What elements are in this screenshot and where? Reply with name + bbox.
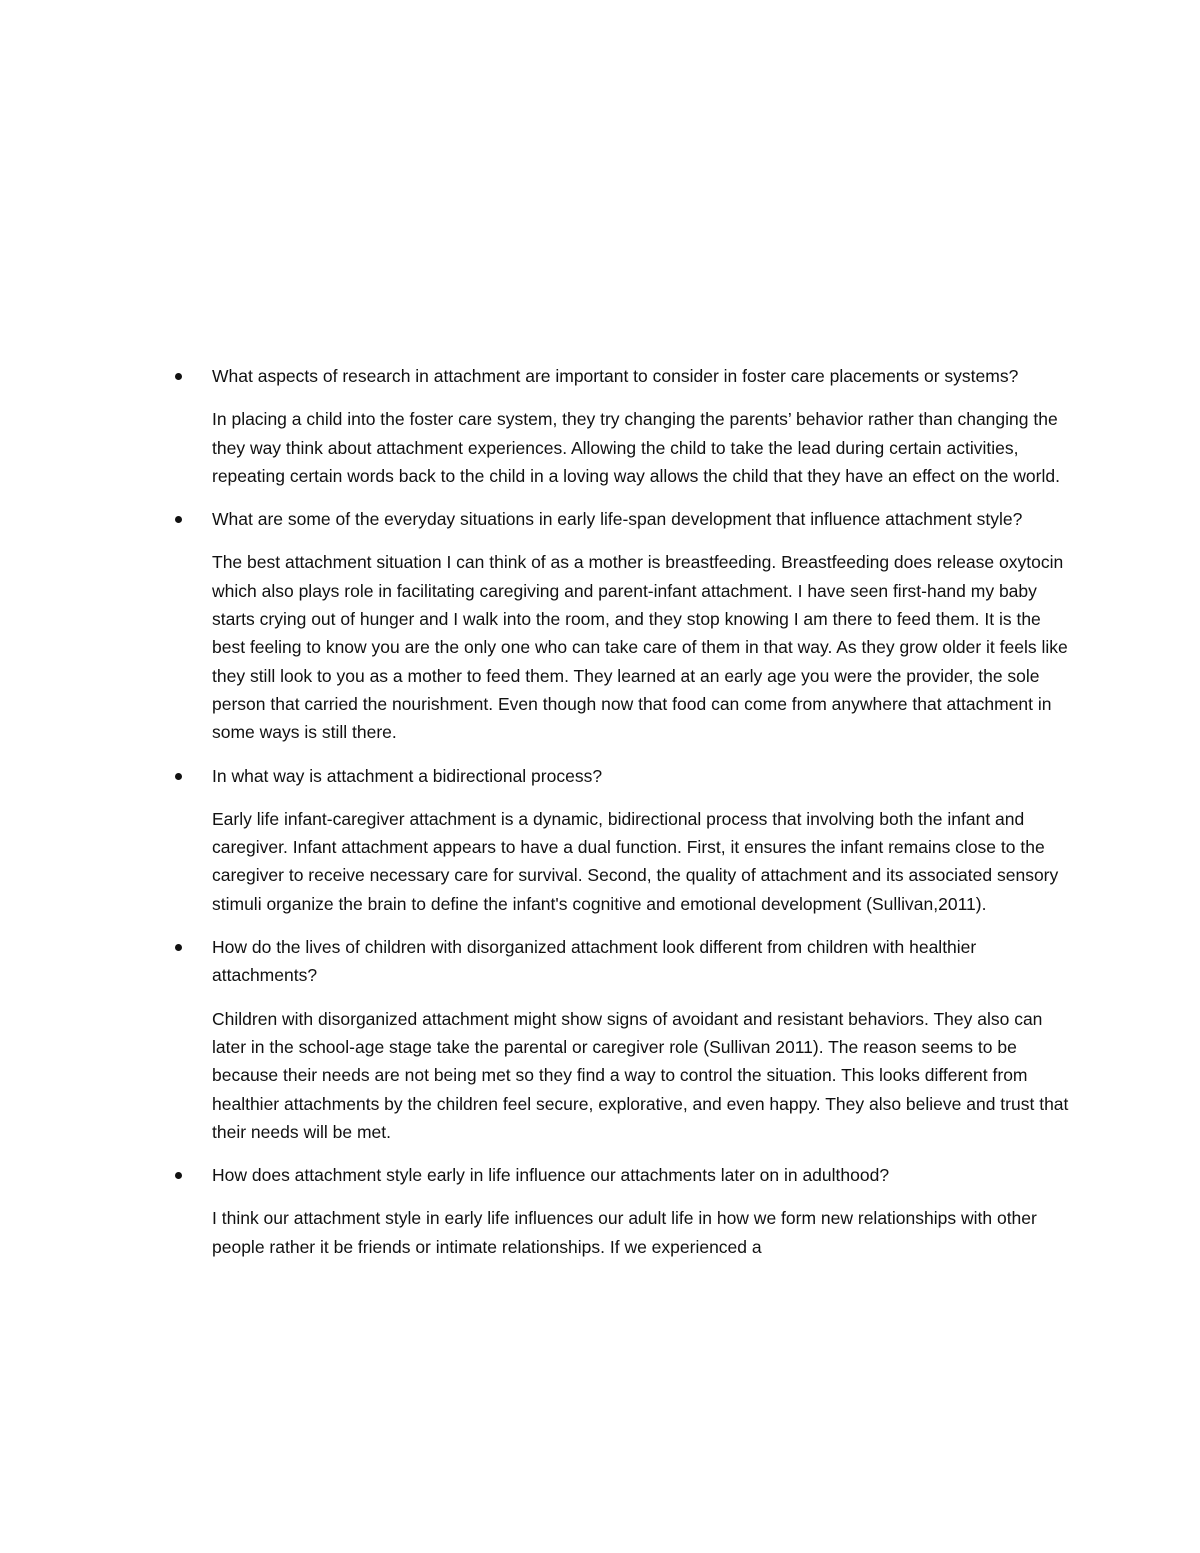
qa-item-4 <box>212 933 1070 1146</box>
qa-item-1 <box>212 362 1070 490</box>
qa-item-5 <box>212 1161 1070 1261</box>
bullet-icon <box>175 773 182 780</box>
answer-4: Children with disorganized attachment might show signs of avoidant and resistant behaviors. They also can later in the school-age stage take the parental or caregiver role (Sullivan 2011). The reason seems to be because their needs are not being met so they find a way to control the situation. This looks different from healthier attachments by the children feel secure, explorative, and even happy. They also believe and trust that their needs will be met. <box>212 1008 1069 1142</box>
qa-item-2 <box>212 505 1070 746</box>
qa-item-3 <box>212 762 1070 918</box>
bullet-icon <box>175 1172 182 1179</box>
question-4: How do the lives of children with disorganized attachment look different from children with healthier attachments? <box>212 937 977 986</box>
question-5: How does attachment style early in life influence our attachments later on in adulthood? <box>212 1165 890 1186</box>
answer-1: In placing a child into the foster care system, they try changing the parents’ behavior rather than changing the they way think about attachment experiences. Allowing the child to take the lead during certain activities, repeating certain words back to the child in a loving way allows the child that they have an effect on the world. <box>212 409 1060 486</box>
question-2: What are some of the everyday situations in early life-span development that influence attachment style? <box>212 509 1023 530</box>
question-3: In what way is attachment a bidirectional process? <box>212 765 603 786</box>
question-1: What aspects of research in attachment are important to consider in foster care placements or systems? <box>212 366 1019 386</box>
bullet-icon <box>175 516 182 523</box>
bullet-icon <box>175 373 182 380</box>
answer-2: The best attachment situation I can think of as a mother is breastfeeding. Breastfeeding does release oxytocin which also plays role in facilitating caregiving and parent-infant attachment. I have seen first-hand my baby starts crying out of hunger and I walk into the room, and they stop knowing I am there to feed them. It is the best feeling to know you are the only one who can take care of them in that way. As they grow older it feels like they still look to you as a mother to feed them. They learned at an early age you were the provider, the sole person that carried the nourishment. Even though now that food can come from anywhere that attachment in some ways is still there. <box>212 552 1068 743</box>
answer-5: I think our attachment style in early life influences our adult life in how we form new relationships with other people rather it be friends or intimate relationships. If we experienced a <box>212 1208 1037 1257</box>
bullet-icon <box>175 944 182 951</box>
answer-3: Early life infant-caregiver attachment is a dynamic, bidirectional process that involving both the infant and caregiver. Infant attachment appears to have a dual function. First, it ensures the infant remains close to the caregiver to receive necessary care for survival. Second, the quality of attachment and its associated sensory stimuli organize the brain to define the infant's cognitive and emotional development (Sullivan,2011). <box>212 808 1059 914</box>
document-body <box>212 362 1070 1276</box>
